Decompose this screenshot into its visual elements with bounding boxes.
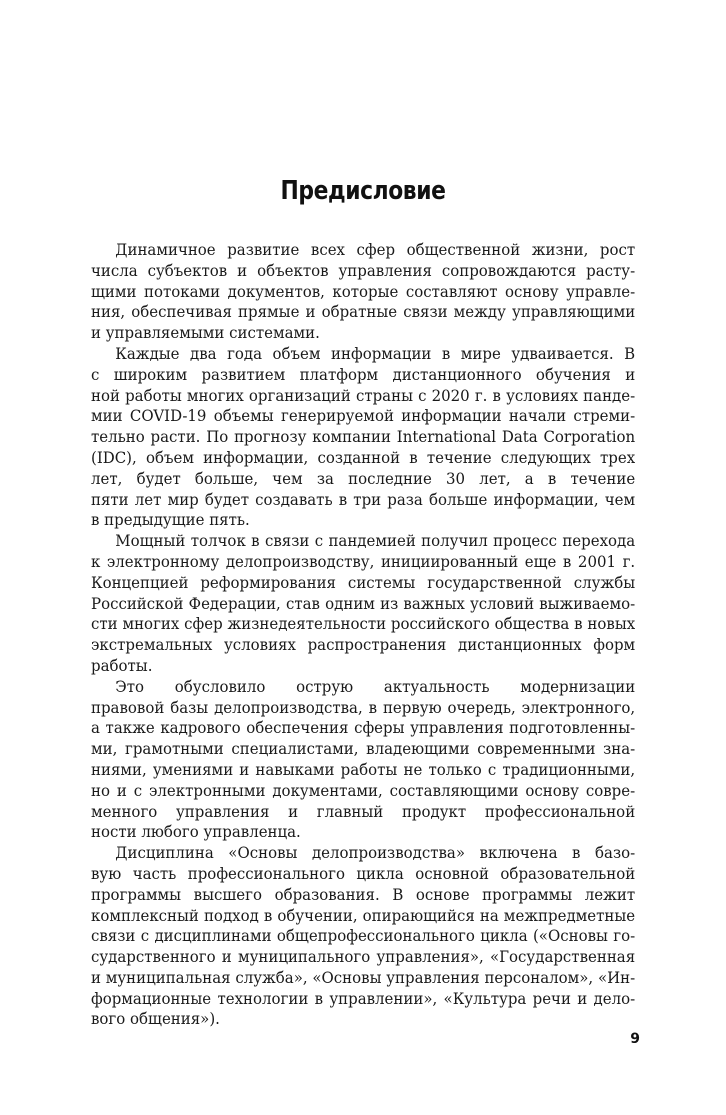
text-line: менного управления и главный продукт профессиональной (91, 801, 636, 821)
paragraph-first-line: Каждые два года объем информации в мире удваивается. В (115, 343, 636, 363)
page-title: Предисловие (280, 176, 446, 206)
text-line: Российской Федерации, став одним из важных условий выживаемо- (91, 593, 636, 613)
text-line: комплексный подход в обучении, опирающийся на межпредметные (91, 905, 636, 925)
text-line: пяти лет мир будет создавать в три раза больше информации, чем (91, 489, 636, 509)
text-line: связи с дисциплинами общепрофессионального цикла («Основы го- (91, 926, 636, 946)
text-line: формационные технологии в управлении», «Культура речи и дело- (91, 988, 636, 1008)
text-line: Концепцией реформирования системы государственной службы (91, 572, 636, 592)
text-line: вого общения»). (91, 1009, 220, 1029)
text-line: работы. (91, 655, 153, 675)
text-line: тельно расти. По прогнозу компании International Data Corporation (91, 427, 636, 447)
text-line: в предыдущие пять. (91, 510, 250, 530)
text-line: с широким развитием платформ дистанционного обучения и (91, 364, 636, 384)
paragraph-first-line: Динамичное развитие всех сфер общественной жизни, рост (115, 240, 636, 259)
text-line: числа субъектов и объектов управления сопровождаются расту- (91, 260, 636, 280)
text-line: сти многих сфер жизнедеятельности российского общества в новых (91, 614, 636, 634)
text-line: правовой базы делопроизводства, в первую очередь, электронного, (91, 697, 636, 717)
page-number: 9 (630, 1031, 640, 1047)
text-line: ной работы многих организаций страны с 2020 г. в условиях панде- (91, 385, 636, 405)
text-line: экстремальных условиях распространения дистанционных форм (91, 635, 636, 655)
paragraph-first-line: Мощный толчок в связи с пандемией получил процесс перехода (115, 531, 636, 551)
text-line: (IDC), объем информации, созданной в течение следующих трех (91, 447, 636, 467)
text-line: и муниципальная служба», «Основы управления персоналом», «Ин- (91, 967, 636, 987)
text-line: программы высшего образования. В основе программы лежит (91, 884, 636, 904)
text-line: и управляемыми системами. (91, 323, 320, 343)
paragraph-first-line: Это обусловило острую актуальность модернизации (115, 676, 636, 696)
text-line: ния, обеспечивая прямые и обратные связи между управляющими (91, 302, 636, 322)
body-text (91, 240, 635, 1030)
text-line: ниями, умениями и навыками работы не только с традиционными, (91, 759, 636, 779)
paragraph-first-line: Дисциплина «Основы делопроизводства» включена в базо- (115, 843, 636, 863)
text-line: сударственного и муниципального управления», «Государственная (91, 947, 636, 967)
text-line: мии COVID-19 объемы генерируемой информации начали стреми- (91, 406, 636, 426)
text-line: ности любого управленца. (91, 822, 301, 842)
text-line: лет, будет больше, чем за последние 30 лет, а в течение (91, 468, 636, 488)
text-line: а также кадрового обеспечения сферы управления подготовленны- (91, 718, 636, 738)
text-line: щими потоками документов, которые составляют основу управле- (91, 281, 636, 301)
text-line: но и с электронными документами, составляющими основу совре- (91, 780, 636, 800)
text-line: ми, грамотными специалистами, владеющими современными зна- (91, 739, 636, 759)
text-line: вую часть профессионального цикла основной образовательной (91, 863, 636, 883)
text-line: к электронному делопроизводству, инициированный еще в 2001 г. (91, 551, 636, 571)
